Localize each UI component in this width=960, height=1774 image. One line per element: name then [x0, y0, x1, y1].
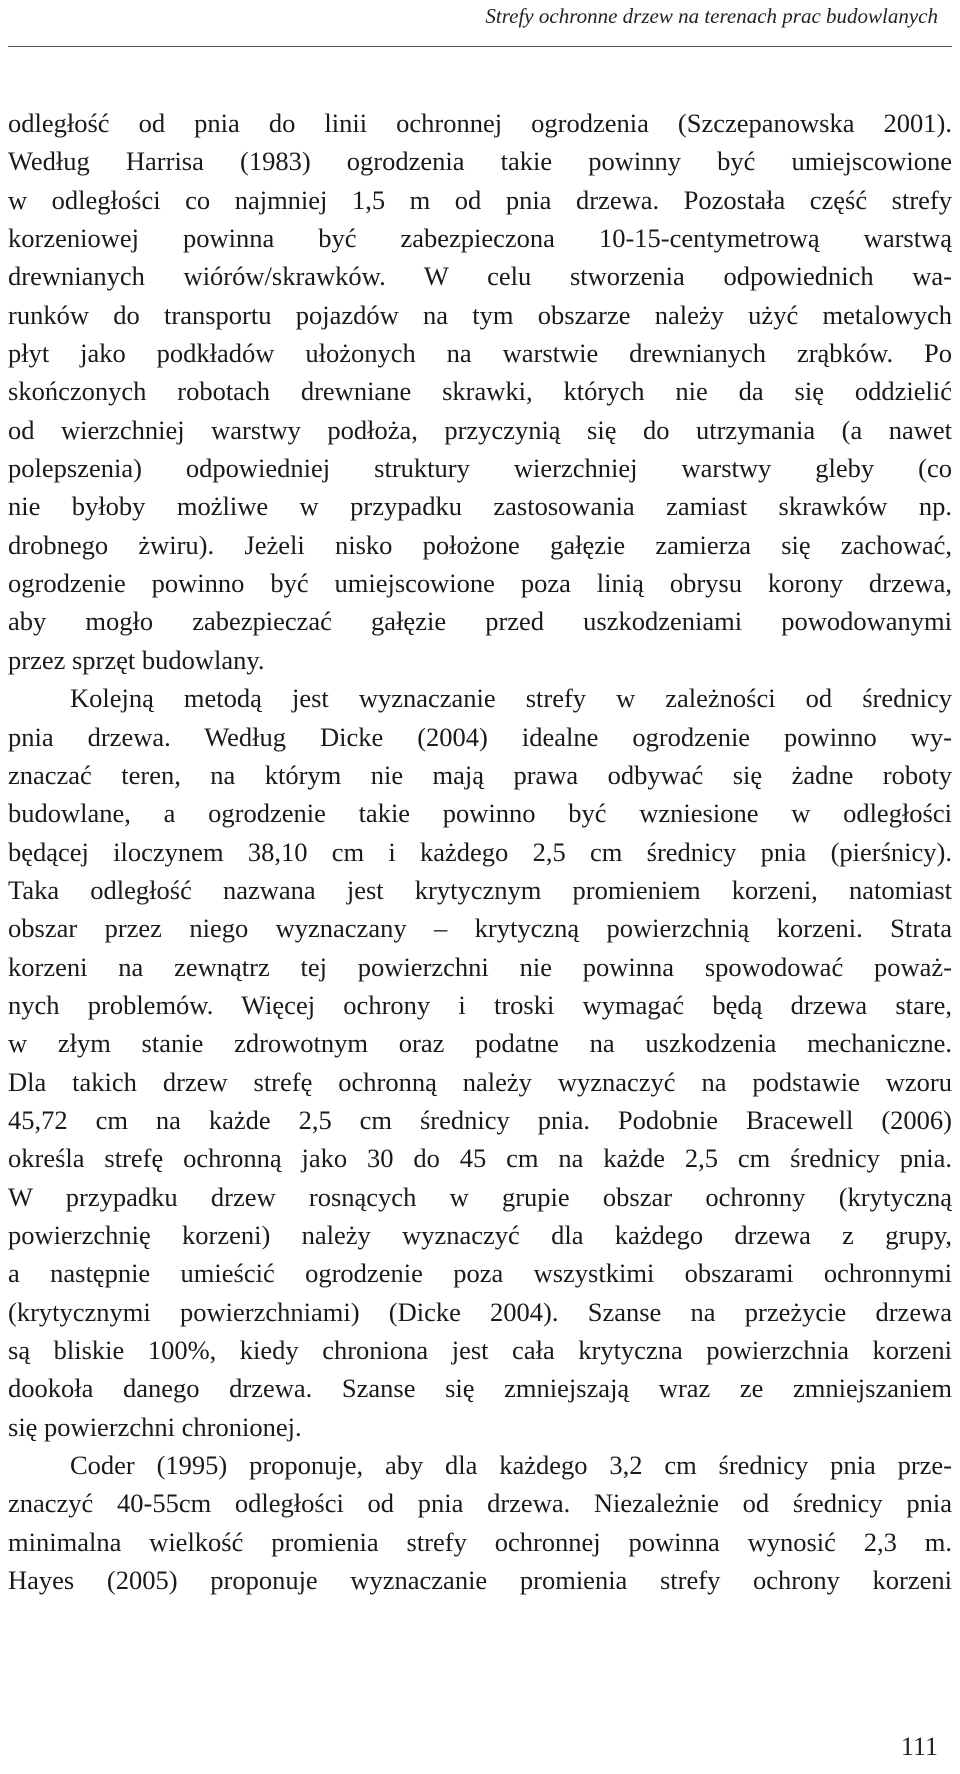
text-line: budowlane, a ogrodzenie takie powinno być wzniesione w odległości [8, 798, 952, 829]
text-line: od wierzchniej warstwy podłoża, przyczynią się do utrzymania (a nawet [8, 414, 952, 445]
text-line: Dla takich drzew strefę ochronną należy wyznaczyć na podstawie wzoru [8, 1066, 952, 1097]
running-header-title: Strefy ochronne drzew na terenach prac budowlanych [485, 4, 938, 28]
text-line: (krytycznymi powierzchniami) (Dicke 2004). Szanse na przeżycie drzewa [8, 1296, 952, 1327]
page-number: 111 [900, 1732, 938, 1761]
text-line: Kolejną metodą jest wyznaczanie strefy w zależności od średnicy [70, 683, 952, 714]
text-line: polepszenia) odpowiedniej struktury wierzchniej warstwy gleby (co [8, 453, 952, 484]
text-line: powierzchnię korzeni) należy wyznaczyć dla każdego drzewa z grupy, [8, 1219, 952, 1250]
text-line: przez sprzęt budowlany. [8, 644, 265, 675]
text-line: są bliskie 100%, kiedy chroniona jest cała krytyczna powierzchnia korzeni [8, 1335, 952, 1365]
text-line: nych problemów. Więcej ochrony i troski wymagać będą drzewa stare, [8, 989, 952, 1020]
text-line: Hayes (2005) proponuje wyznaczanie promienia strefy ochrony korzeni [8, 1565, 952, 1596]
text-line: 45,72 cm na każde 2,5 cm średnicy pnia. Podobnie Bracewell (2006) [8, 1104, 952, 1135]
text-line: znaczyć 40-55cm odległości od pnia drzewa. Niezależnie od średnicy pnia [8, 1488, 952, 1519]
text-line: w odległości co najmniej 1,5 m od pnia drzewa. Pozostała część strefy [8, 184, 952, 215]
text-line: określa strefę ochronną jako 30 do 45 cm na każde 2,5 cm średnicy pnia. [8, 1143, 952, 1174]
text-line: Taka odległość nazwana jest krytycznym promieniem korzeni, natomiast [8, 874, 952, 905]
text-line: będącej iloczynem 38,10 cm i każdego 2,5 cm średnicy pnia (pierśnicy). [8, 836, 952, 867]
text-line: płyt jako podkładów ułożonych na warstwie drewnianych zrąbków. Po [8, 338, 952, 369]
header-divider [8, 46, 952, 47]
text-line: W przypadku drzew rosnących w grupie obszar ochronny (krytyczną [8, 1181, 952, 1212]
text-line: korzeni na zewnątrz tej powierzchni nie powinna spowodować poważ- [8, 951, 952, 982]
text-line: obszar przez niego wyznaczany – krytyczną powierzchnią korzeni. Strata [8, 913, 952, 944]
text-line: korzeniowej powinna być zabezpieczona 10-15-centymetrową warstwą [8, 223, 952, 254]
text-line: drobnego żwiru). Jeżeli nisko położone gałęzie zamierza się zachować, [8, 529, 952, 560]
text-line: dookoła danego drzewa. Szanse się zmniejszają wraz ze zmniejszaniem [8, 1373, 952, 1404]
text-line: Według Harrisa (1983) ogrodzenia takie powinny być umiejscowione [8, 146, 952, 177]
text-line: się powierzchni chronionej. [8, 1411, 302, 1442]
text-line: minimalna wielkość promienia strefy ochronnej powinna wynosić 2,3 m. [8, 1526, 952, 1557]
text-line: skończonych robotach drewniane skrawki, których nie da się oddzielić [8, 376, 952, 407]
text-line: drewnianych wiórów/skrawków. W celu stworzenia odpowiednich wa- [8, 261, 952, 292]
text-line: aby mogło zabezpieczać gałęzie przed uszkodzeniami powodowanymi [8, 606, 952, 637]
text-line: a następnie umieścić ogrodzenie poza wszystkimi obszarami ochronnymi [8, 1258, 952, 1289]
text-line: odległość od pnia do linii ochronnej ogrodzenia (Szczepanowska 2001). [8, 108, 952, 138]
text-line: runków do transportu pojazdów na tym obszarze należy użyć metalowych [8, 299, 952, 330]
text-line: pnia drzewa. Według Dicke (2004) idealne ogrodzenie powinno wy- [8, 721, 952, 752]
text-line: nie byłoby możliwe w przypadku zastosowania zamiast skrawków np. [8, 491, 952, 522]
text-line: w złym stanie zdrowotnym oraz podatne na uszkodzenia mechaniczne. [8, 1028, 952, 1059]
text-line: znaczać teren, na którym nie mają prawa odbywać się żadne roboty [8, 759, 952, 790]
text-line: Coder (1995) proponuje, aby dla każdego 3,2 cm średnicy pnia prze- [70, 1450, 952, 1481]
text-line: ogrodzenie powinno być umiejscowione poza linią obrysu korony drzewa, [8, 568, 952, 599]
body-text [8, 104, 952, 1599]
